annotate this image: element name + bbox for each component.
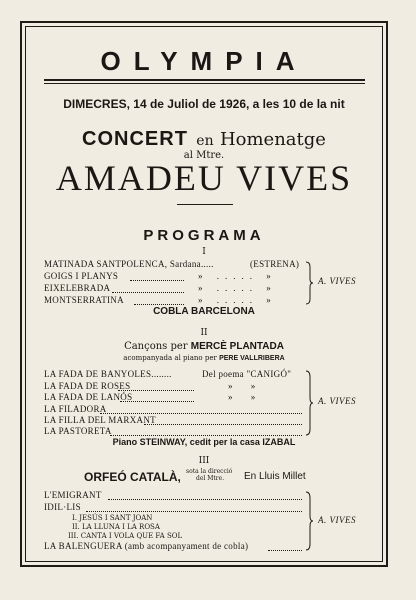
part1-item-2-title: GOIGS I PLANYS bbox=[44, 271, 119, 281]
venue-title: OLYMPIA bbox=[100, 46, 308, 76]
program-title: PROGRAMA bbox=[143, 227, 265, 244]
part2-item-3-title: LA FADA DE LANÓS bbox=[44, 392, 133, 402]
part1-item-4-title: MONTSERRATINA bbox=[44, 295, 124, 305]
leader-dots bbox=[86, 511, 302, 512]
part2-item-1-title: LA FADA DE BANYOLES........ bbox=[44, 369, 172, 379]
leader-dots bbox=[108, 499, 302, 500]
part1-performer: COBLA BARCELONA bbox=[153, 306, 255, 317]
leader-dots bbox=[100, 413, 302, 414]
part3-sub-3: III. CANTA I VOLA QUE FA SOL bbox=[68, 532, 183, 540]
leader-dots bbox=[112, 292, 184, 293]
date-line: DIMECRES, 14 de Juliol de 1926, a les 10 de la nit bbox=[63, 97, 345, 111]
part3-choir: ORFEÓ CATALÀ, bbox=[84, 470, 181, 484]
part1-item-1 bbox=[44, 259, 214, 270]
leader-dots bbox=[118, 390, 194, 391]
part2-accompaniment-prefix: acompanyada al piano per bbox=[123, 354, 217, 362]
part2-numeral: II bbox=[200, 328, 208, 338]
part2-accompaniment bbox=[40, 354, 368, 362]
header-rule-bottom bbox=[44, 83, 365, 84]
concert-homenatge: Homenatge bbox=[219, 129, 326, 150]
part3-brace bbox=[304, 491, 314, 551]
part2-item-3-ditto: » » bbox=[228, 392, 264, 402]
part3-item-1-title: L'EMIGRANT bbox=[44, 490, 102, 500]
leader-dots bbox=[134, 304, 184, 305]
part3-numeral: III bbox=[198, 456, 210, 466]
part1-brace bbox=[304, 261, 314, 305]
part1-item-3-title: EIXELEBRADA bbox=[44, 283, 111, 293]
part1-item-4-ditto: » ..... » bbox=[198, 295, 277, 305]
part2-item-2-ditto: » » bbox=[228, 381, 264, 391]
part3-director: En Lluis Millet bbox=[244, 471, 306, 482]
leader-dots bbox=[110, 435, 302, 436]
header-rule-top bbox=[44, 79, 365, 81]
concert-heading bbox=[40, 126, 368, 153]
part2-piano-note: Piano STEINWAY, cedit per la casa IZABAL bbox=[112, 437, 296, 447]
part2-item-4-title: LA FILADORA bbox=[44, 404, 107, 414]
part3-direction-1: sota la direcció bbox=[186, 468, 233, 475]
part3-item-2-title: IDIL·LIS bbox=[44, 502, 81, 512]
part2-heading-prefix: Cançons per bbox=[124, 341, 188, 352]
part2-item-1-note: Del poema "CANIGÓ" bbox=[202, 369, 292, 379]
part2-item-2-title: LA FADA DE ROSES bbox=[44, 381, 131, 391]
al-mtre: al Mtre. bbox=[183, 150, 225, 161]
part2-brace bbox=[304, 370, 314, 436]
concert-en: en bbox=[196, 133, 214, 149]
part3-direction-2: del Mtre. bbox=[196, 475, 225, 482]
part1-item-1-title: MATINADA SANTPOLENCA, Sardana..... bbox=[44, 259, 214, 269]
leader-dots bbox=[268, 550, 302, 551]
part3-item-6-title: LA BALENGUERA (amb acompanyament de cobla) bbox=[44, 541, 249, 551]
leader-dots bbox=[130, 280, 184, 281]
part1-composer: A. VIVES bbox=[318, 276, 356, 286]
part2-item-6-title: LA PASTORETA bbox=[44, 426, 112, 436]
part3-sub-2: II. LA LLUNA I LA ROSA bbox=[72, 523, 160, 531]
part1-item-1-note: (ESTRENA) bbox=[250, 259, 300, 269]
part3-composer: A. VIVES bbox=[318, 515, 356, 525]
part1-numeral: I bbox=[202, 247, 206, 257]
concert-word: CONCERT bbox=[82, 128, 188, 150]
part2-heading bbox=[40, 341, 368, 352]
composer-name: AMADEU VIVES bbox=[55, 158, 353, 198]
leader-dots bbox=[144, 424, 302, 425]
part2-composer: A. VIVES bbox=[318, 396, 356, 406]
part1-item-2-ditto: » ..... » bbox=[198, 271, 277, 281]
part3-sub-1: I. JESÚS I SANT JOAN bbox=[72, 514, 153, 522]
part2-item-5-title: LA FILLA DEL MARXANT bbox=[44, 415, 156, 425]
leader-dots bbox=[120, 401, 194, 402]
composer-underline bbox=[177, 204, 233, 205]
part2-pianist: PERE VALLRIBERA bbox=[219, 355, 285, 362]
part1-item-3-ditto: » ..... » bbox=[198, 283, 277, 293]
part2-singer: MERCÈ PLANTADA bbox=[190, 341, 284, 352]
